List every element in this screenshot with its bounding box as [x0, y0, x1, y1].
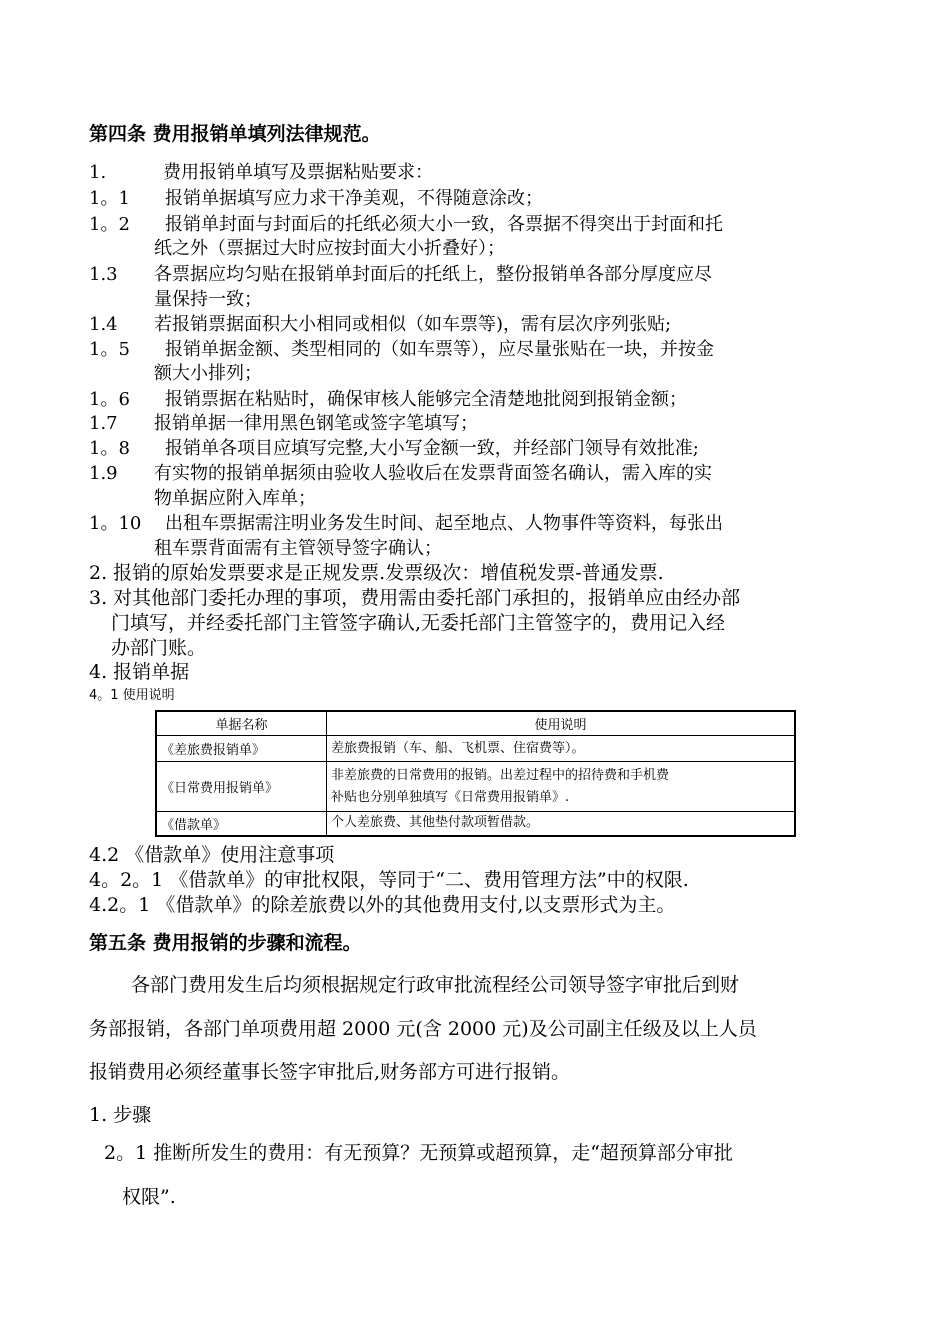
point-3-cont: 门填写，并经委托部门主管签字确认,无委托部门主管签字的，费用记入经 [111, 612, 726, 634]
point-3-cont: 办部门账。 [111, 637, 207, 659]
cell-desc [327, 762, 796, 812]
column-header: 单据名称 [156, 711, 327, 736]
item-text: 有实物的报销单据须由验收人验收后在发票背面签名确认，需入库的实 [154, 463, 712, 484]
table-row [156, 762, 795, 812]
point-4-1: 4。1 使用说明 [89, 688, 175, 703]
item-number: 1。2 [89, 214, 130, 235]
item-text: 报销单据金额、类型相同的（如车票等），应尽量张贴在一块，并按金 [165, 339, 714, 360]
item-continuation: 额大小排列； [154, 363, 262, 384]
point-4-2-1-b: 4.2。1 《借款单》的除差旅费以外的其他费用支付,以支票形式为主。 [89, 894, 676, 916]
point-3: 3. 对其他部门委托办理的事项，费用需由委托部门承担的，报销单应由经办部 [89, 587, 741, 609]
item-number: 1。8 [89, 438, 130, 459]
item-number: 1.7 [89, 413, 118, 434]
column-header: 使用说明 [327, 711, 796, 736]
cell-name: 《借款单》 [156, 812, 327, 836]
item-text: 报销单封面与封面后的托纸必须大小一致，各票据不得突出于封面和托 [165, 214, 723, 235]
paragraph-line: 报销费用必须经董事长签字审批后,财务部方可进行报销。 [89, 1061, 571, 1083]
cell-name: 《日常费用报销单》 [156, 762, 327, 812]
section-4-title: 第四条 费用报销单填列法律规范。 [89, 123, 381, 145]
item-text: 各票据应均匀贴在报销单封面后的托纸上，整份报销单各部分厚度应尽 [154, 264, 712, 285]
point-4: 4. 报销单据 [89, 661, 190, 683]
item-text: 若报销票据面积大小相同或相似（如车票等)，需有层次序列张贴; [154, 314, 672, 335]
table-row [156, 736, 795, 762]
item-text: 报销单据一律用黑色钢笔或签字笔填写； [154, 413, 478, 434]
table-header-row [156, 711, 795, 736]
paragraph-line: 务部报销，各部门单项费用超 2000 元(含 2000 元)及公司副主任级及以上人员 [89, 1018, 757, 1040]
item-number: 1。1 [89, 188, 130, 209]
paragraph-line: 各部门费用发生后均须根据规定行政审批流程经公司领导签字审批后到财 [131, 974, 740, 996]
point-4-2: 4.2 《借款单》使用注意事项 [89, 844, 335, 866]
desc-line: 补贴也分别单独填写《日常费用报销单》. [331, 789, 570, 805]
item-text: 报销单据填写应力求干净美观，不得随意涂改； [165, 188, 543, 209]
item-text: 报销票据在粘贴时，确保审核人能够完全清楚地批阅到报销金额； [165, 389, 687, 410]
item-text: 报销单各项目应填写完整,大小写金额一致，并经部门领导有效批准; [165, 438, 699, 459]
cell-desc [327, 736, 796, 762]
item-number: 1。10 [89, 513, 142, 534]
item-number: 1. [89, 162, 107, 183]
item-number: 1。6 [89, 389, 130, 410]
item-continuation: 量保持一致； [154, 289, 262, 310]
item-number: 1.9 [89, 463, 118, 484]
desc-line: 非差旅费的日常费用的报销。出差过程中的招待费和手机费 [331, 767, 670, 783]
cell-desc [327, 812, 796, 836]
item-text: 出租车票据需注明业务发生时间、起至地点、人物事件等资料，每张出 [165, 513, 723, 534]
point-4-2-1: 4。2。1 《借款单》的审批权限，等同于“二、费用管理方法”中的权限. [89, 869, 689, 891]
item-continuation: 物单据应附入库单； [154, 488, 316, 509]
usage-table [155, 710, 796, 837]
cell-name: 《差旅费报销单》 [156, 736, 327, 762]
item-text: 费用报销单填写及票据粘贴要求： [163, 162, 433, 183]
desc-line: 个人差旅费、其他垫付款项暂借款。 [331, 815, 540, 831]
item-continuation: 纸之外（票据过大时应按封面大小折叠好）； [154, 238, 505, 259]
desc-line: 差旅费报销（车、船、飞机票、住宿费等）。 [331, 740, 585, 756]
item-number: 1。5 [89, 339, 130, 360]
step-2-1-cont: 权限”. [122, 1186, 176, 1208]
item-number: 1.3 [89, 264, 118, 285]
step-heading: 1. 步骤 [89, 1104, 152, 1126]
item-continuation: 租车票背面需有主管领导签字确认； [154, 538, 442, 559]
item-number: 1.4 [89, 314, 118, 335]
step-2-1: 2。1 推断所发生的费用：有无预算？无预算或超预算，走“超预算部分审批 [104, 1142, 733, 1164]
section-5-title: 第五条 费用报销的步骤和流程。 [89, 932, 362, 954]
point-2: 2. 报销的原始发票要求是正规发票.发票级次：增值税发票-普通发票. [89, 562, 664, 584]
table-row [156, 812, 795, 836]
